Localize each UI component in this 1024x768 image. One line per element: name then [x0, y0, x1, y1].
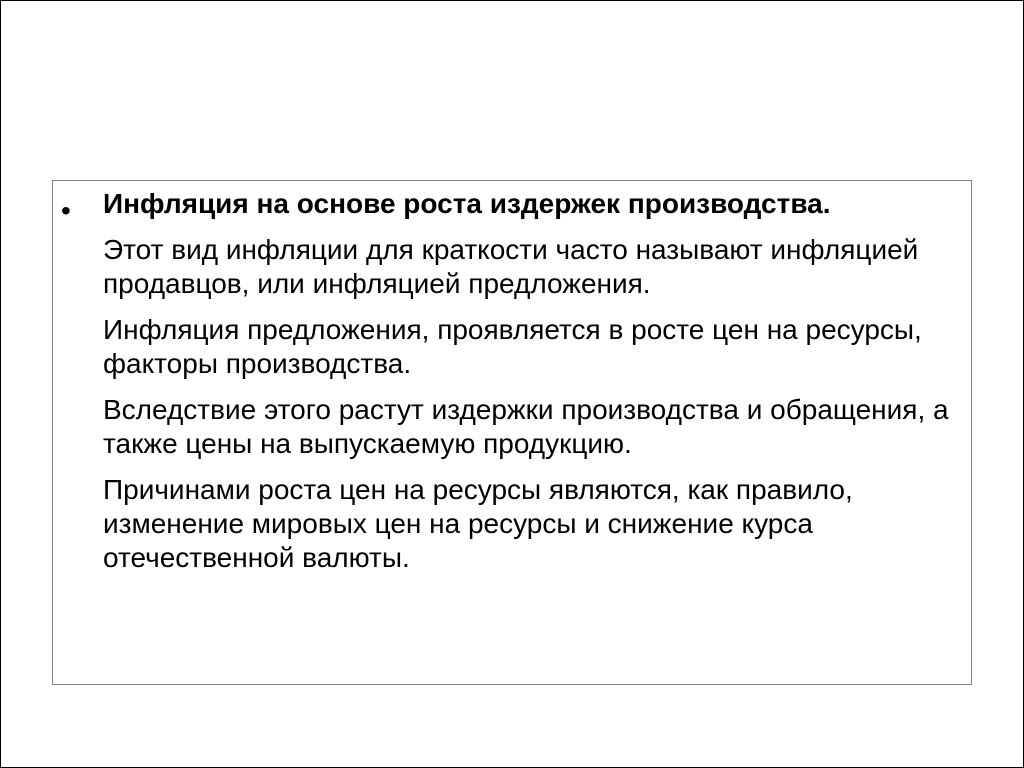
bullet-icon: • — [61, 195, 71, 226]
paragraph-4: Причинами роста цен на ресурсы являются, как правило, изменение мировых цен на ресурсы и снижение курса отечественной валюты. — [103, 474, 853, 573]
paragraph-2: Инфляция предложения, проявляется в росте цен на ресурсы, факторы производства. — [103, 314, 922, 379]
slide-heading: Инфляция на основе роста издержек производства. — [103, 188, 831, 219]
paragraph-1: Этот вид инфляции для краткости часто называют инфляцией продавцов, или инфляцией предложения. — [103, 234, 919, 299]
text-block — [103, 187, 963, 587]
content-box — [52, 180, 972, 685]
paragraph-3: Вследствие этого растут издержки производства и обращения, а также цены на выпускаемую продукцию. — [103, 394, 949, 459]
